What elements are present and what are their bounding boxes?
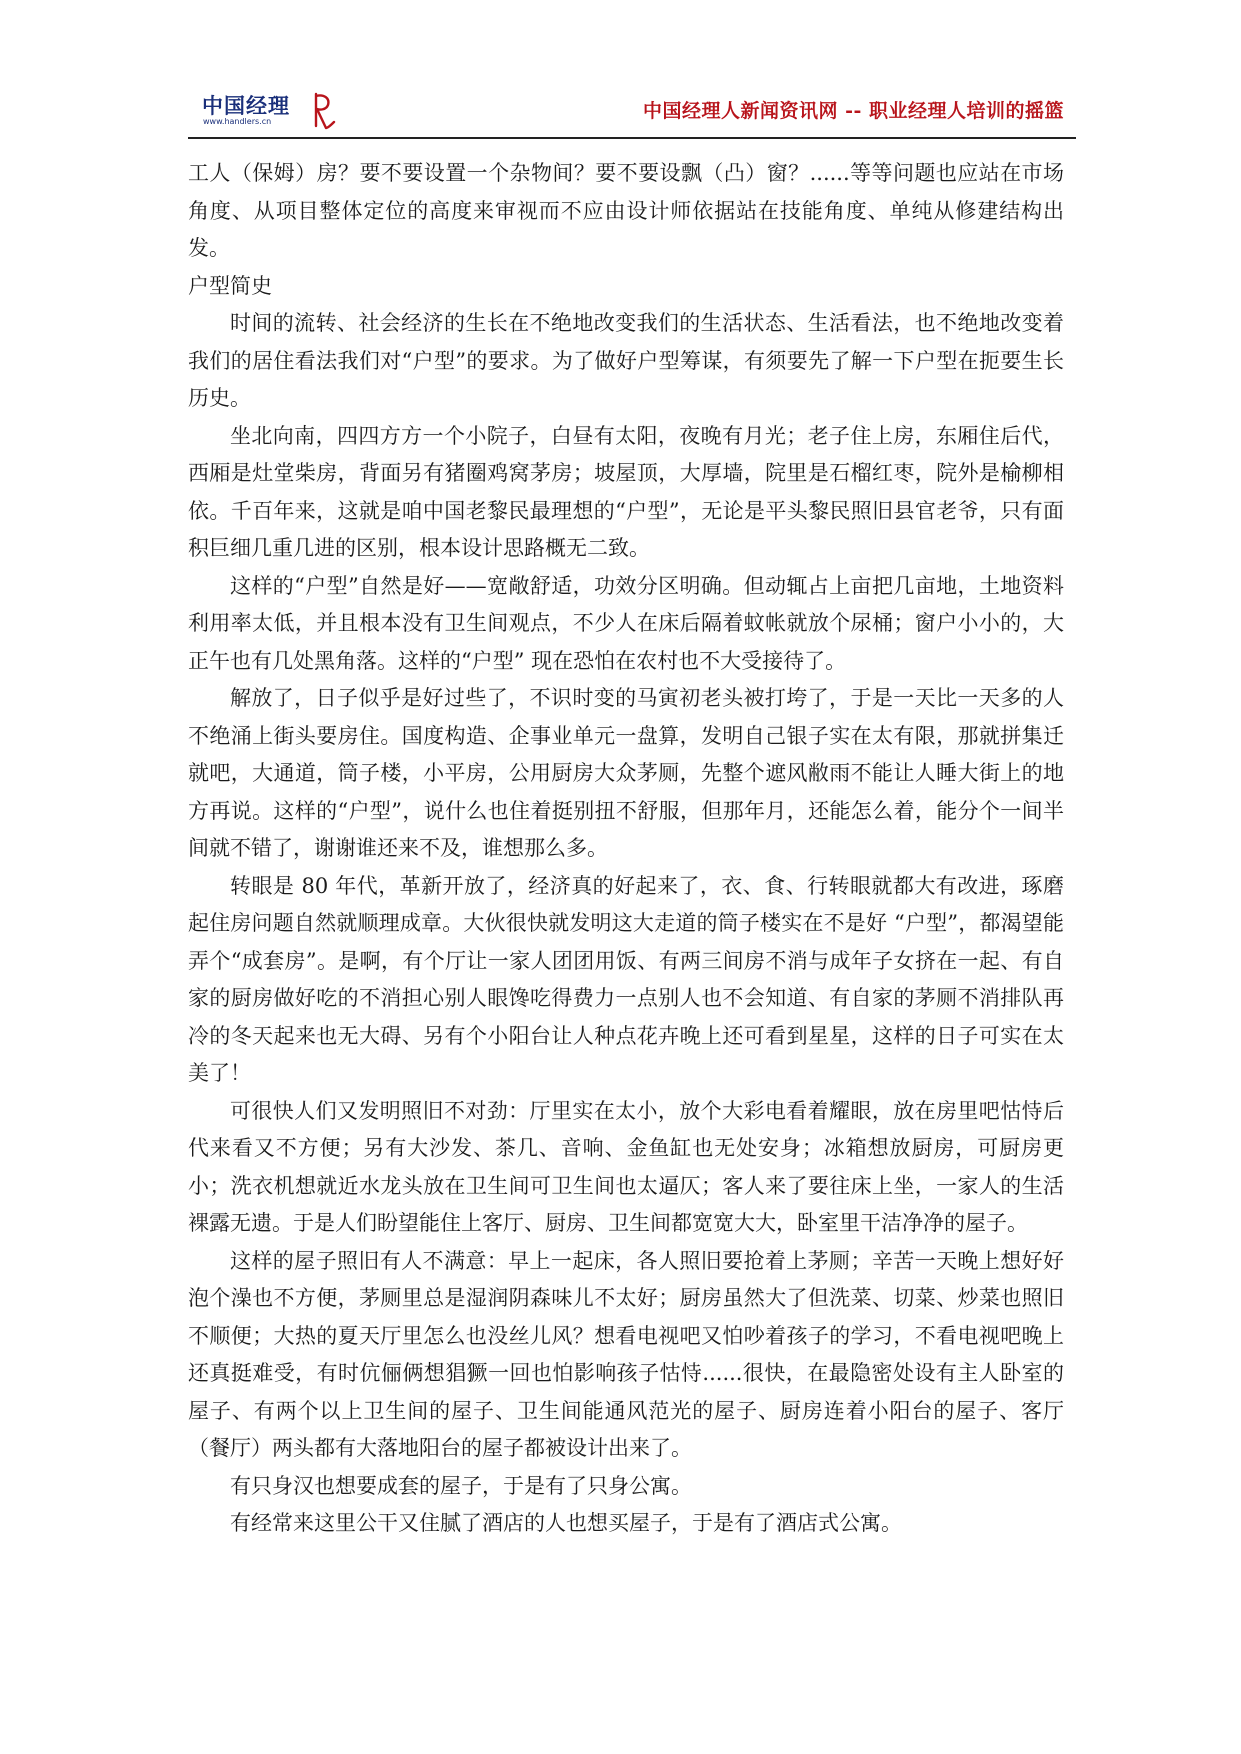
paragraph: 坐北向南，四四方方一个小院子，白昼有太阳，夜晚有月光；老子住上房，东厢住后代，西厢是灶堂柴房，背面另有猪圈鸡窝茅房；坡屋顶，大厚墙，院里是石榴红枣，院外是榆柳相依。千百年来，这就是咱中国老黎民最理想的“户型”，无论是平头黎民照旧县官老爷，只有面积巨细几重几进的区别，根本设计思路概无二致。 [188,423,1064,560]
paragraph: 可很快人们又发明照旧不对劲：厅里实在太小，放个大彩电看着耀眼，放在房里吧怙恃后代来看又不方便；另有大沙发、茶几、音响、金鱼缸也无处安身；冰箱想放厨房，可厨房更小；洗衣机想就近水龙头放在卫生间可卫生间也太逼仄；客人来了要往床上坐，一家人的生活裸露无遗。于是人们盼望能住上客厅、厨房、卫生间都宽宽大大，卧室里干洁净净的屋子。 [188,1098,1064,1235]
paragraph: 转眼是 80 年代，革新开放了，经济真的好起来了，衣、食、行转眼就都大有改进，琢磨起住房问题自然就顺理成章。大伙很快就发明这大走道的筒子楼实在不是好 “户型”，都渴望能弄个“成套房”。是啊，有个厅让一家人团团用饭、有两三间房不消与成年子女挤在一起、有自家的厨房做好吃的不消担心别人眼馋吃得费力一点别人也不会知道、有自家的茅厕不消排队再冷的冬天起来也无大碍、另有个小阳台让人种点花卉晚上还可看到星星，这样的日子可实在太美了！ [188,873,1064,1085]
paragraph: 有只身汉也想要成套的屋子，于是有了只身公寓。 [230,1473,692,1498]
paragraph: 解放了，日子似乎是好过些了，不识时变的马寅初老头被打垮了，于是一天比一天多的人不绝涌上街头要房住。国度构造、企事业单元一盘算，发明自己银子实在太有限，那就拼集迁就吧，大通道，筒子楼，小平房，公用厨房大众茅厕，先整个遮风敝雨不能让人睡大街上的地方再说。这样的“户型”，说什么也住着挺别扭不舒服，但那年月，还能怎么着，能分个一间半间就不错了，谢谢谁还来不及，谁想那么多。 [188,686,1064,860]
header-tagline: 中国经理人新闻资讯网 -- 职业经理人培训的摇篮 [642,100,1064,122]
article-body [188,155,1064,1543]
logo-text: 中国经理 [202,94,290,118]
logo-mark-icon [310,92,336,130]
section-heading: 户型简史 [188,273,272,298]
paragraph: 这样的“户型”自然是好——宽敞舒适，功效分区明确。但动辄占上亩把几亩地，土地资料利用率太低，并且根本没有卫生间观点，不少人在床后隔着蚊帐就放个尿桶；窗户小小的，大正午也有几处黑角落。这样的“户型” 现在恐怕在农村也不大受接待了。 [188,573,1064,673]
logo-url: www.handlers.cn [203,117,272,126]
paragraph: 时间的流转、社会经济的生长在不绝地改变我们的生活状态、生活看法，也不绝地改变着我们的居住看法我们对“户型”的要求。为了做好户型筹谋，有须要先了解一下户型在扼要生长历史。 [188,311,1064,410]
paragraph: 有经常来这里公干又住腻了酒店的人也想买屋子，于是有了酒店式公寓。 [230,1511,902,1535]
paragraph-continuation: 工人（保姆）房？要不要设置一个杂物间？要不要设飘（凸）窗？......等等问题也应站在市场角度、从项目整体定位的高度来审视而不应由设计师依据站在技能角度、单纯从修建结构出发。 [188,161,1064,260]
header-divider [188,137,1076,139]
page-header [188,82,1076,140]
site-logo[interactable] [202,90,332,134]
paragraph: 这样的屋子照旧有人不满意：早上一起床，各人照旧要抢着上茅厕；辛苦一天晚上想好好泡个澡也不方便，茅厕里总是湿润阴森味儿不太好；厨房虽然大了但洗菜、切菜、炒菜也照旧不顺便；大热的夏天厅里怎么也没丝儿风？想看电视吧又怕吵着孩子的学习，不看电视吧晚上还真挺难受，有时伉俪俩想猖獗一回也怕影响孩子怙恃......很快，在最隐密处设有主人卧室的屋子、有两个以上卫生间的屋子、卫生间能通风范光的屋子、厨房连着小阳台的屋子、客厅（餐厅）两头都有大落地阳台的屋子都被设计出来了。 [188,1248,1064,1460]
